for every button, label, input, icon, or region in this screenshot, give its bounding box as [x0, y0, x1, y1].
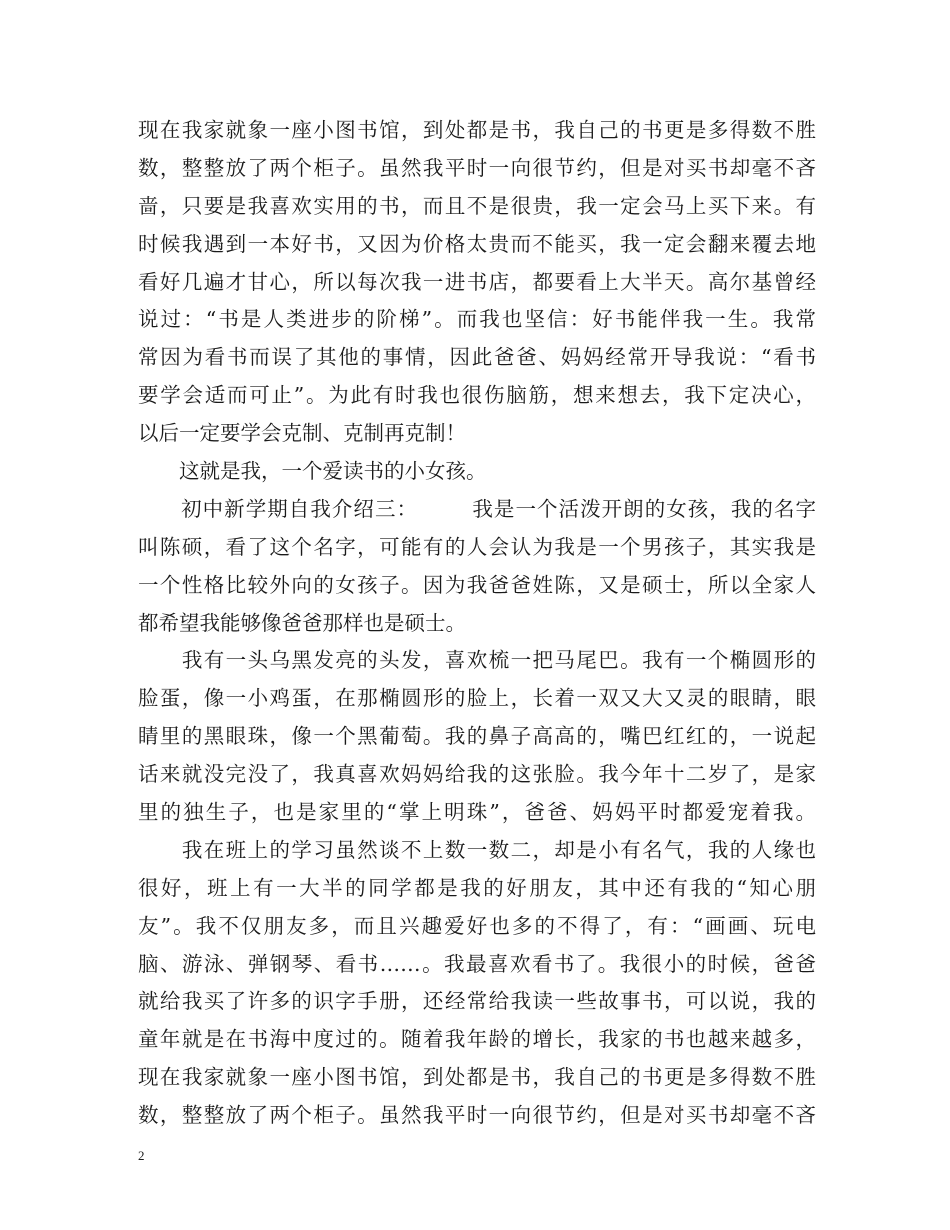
- text-line: 要学会适而可止”。为此有时我也很伤脑筋，想来想去，我下定决心，: [138, 383, 816, 408]
- text-line: 说过：“书是人类进步的阶梯”。而我也坚信：好书能伴我一生。我常: [138, 307, 816, 332]
- page-number: 2: [138, 1148, 145, 1163]
- text-line: 就给我买了许多的识字手册，还经常给我读一些故事书，可以说，我的: [138, 989, 816, 1014]
- text-line: 我在班上的学习虽然谈不上数一数二，却是小有名气，我的人缘也: [138, 837, 816, 862]
- text-line: 友”。我不仅朋友多，而且兴趣爱好也多的不得了，有：“画画、玩电: [138, 913, 816, 938]
- text-line: 现在我家就象一座小图书馆，到处都是书，我自己的书更是多得数不胜: [138, 1065, 816, 1090]
- text-line: 话来就没完没了，我真喜欢妈妈给我的这张脸。我今年十二岁了，是家: [138, 762, 816, 787]
- text-line: 很好，班上有一大半的同学都是我的好朋友，其中还有我的“知心朋: [138, 875, 816, 900]
- text-line: 时候我遇到一本好书，又因为价格太贵而不能买，我一定会翻来覆去地: [138, 231, 816, 256]
- text-line: 常因为看书而误了其他的事情，因此爸爸、妈妈经常开导我说：“看书: [138, 345, 816, 370]
- text-line: 这就是我，一个爱读书的小女孩。: [138, 459, 487, 484]
- text-line: 我有一头乌黑发亮的头发，喜欢梳一把马尾巴。我有一个椭圆形的: [138, 648, 816, 673]
- text-line: 以后一定要学会克制、克制再克制！: [138, 421, 466, 446]
- text-line: 数，整整放了两个柜子。虽然我平时一向很节约，但是对买书却毫不吝: [138, 155, 816, 180]
- text-line: 一个性格比较外向的女孩子。因为我爸爸姓陈，又是硕士，所以全家人: [138, 572, 816, 597]
- text-line: 看好几遍才甘心，所以每次我一进书店，都要看上大半天。高尔基曾经: [138, 269, 816, 294]
- text-line: 现在我家就象一座小图书馆，到处都是书，我自己的书更是多得数不胜: [138, 118, 816, 142]
- body-text: [138, 112, 816, 1135]
- text-line: 初中新学期自我介绍三： 我是一个活泼开朗的女孩，我的名字: [138, 496, 816, 521]
- text-line: 脸蛋，像一小鸡蛋，在那椭圆形的脸上，长着一双又大又灵的眼睛，眼: [138, 686, 816, 711]
- text-line: 啬，只要是我喜欢实用的书，而且不是很贵，我一定会马上买下来。有: [138, 193, 816, 218]
- text-line: 童年就是在书海中度过的。随着我年龄的增长，我家的书也越来越多，: [138, 1027, 816, 1052]
- text-line: 里的独生子，也是家里的“掌上明珠”，爸爸、妈妈平时都爱宠着我。: [138, 800, 816, 825]
- text-line: 脑、游泳、弹钢琴、看书……。我最喜欢看书了。我很小的时候，爸爸: [138, 951, 816, 976]
- text-line: 数，整整放了两个柜子。虽然我平时一向很节约，但是对买书却毫不吝: [138, 1103, 816, 1128]
- text-line: 叫陈硕，看了这个名字，可能有的人会认为我是一个男孩子，其实我是: [138, 534, 816, 559]
- text-line: 都希望我能够像爸爸那样也是硕士。: [138, 610, 466, 635]
- text-line: 睛里的黑眼珠，像一个黑葡萄。我的鼻子高高的，嘴巴红红的，一说起: [138, 724, 816, 749]
